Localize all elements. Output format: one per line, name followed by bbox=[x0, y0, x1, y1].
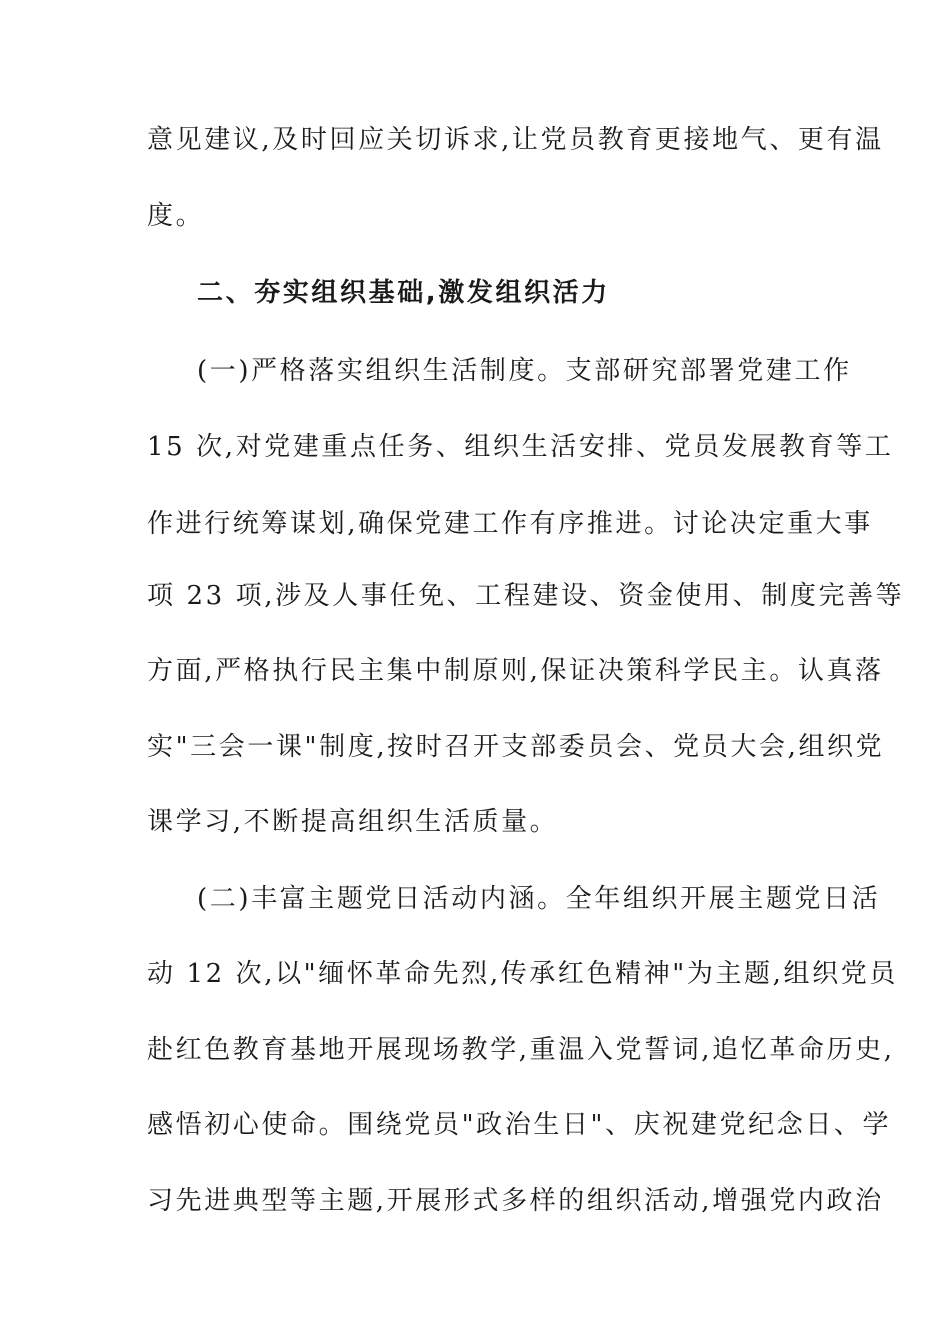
paragraph-2-line-5: 习先进典型等主题,开展形式多样的组织活动,增强党内政治 bbox=[147, 1186, 884, 1216]
paragraph-1-line-5: 方面,严格执行民主集中制原则,保证决策科学民主。认真落 bbox=[147, 656, 884, 686]
text-line-2: 度。 bbox=[147, 201, 205, 231]
paragraph-1-line-2: 15 次,对党建重点任务、组织生活安排、党员发展教育等工 bbox=[147, 432, 894, 462]
paragraph-1-line-3: 作进行统筹谋划,确保党建工作有序推进。讨论决定重大事 bbox=[147, 509, 873, 539]
text-line-1: 意见建议,及时回应关切诉求,让党员教育更接地气、更有温 bbox=[147, 125, 884, 155]
section-heading: 二、夯实组织基础,激发组织活力 bbox=[197, 278, 610, 308]
paragraph-2-line-2: 动 12 次,以"缅怀革命先烈,传承红色精神"为主题,组织党员 bbox=[147, 959, 898, 989]
paragraph-2-line-4: 感悟初心使命。围绕党员"政治生日"、庆祝建党纪念日、学 bbox=[147, 1110, 892, 1140]
paragraph-1-line-4: 项 23 项,涉及人事任免、工程建设、资金使用、制度完善等 bbox=[147, 581, 905, 611]
paragraph-2-line-1: (二)丰富主题党日活动内涵。全年组织开展主题党日活 bbox=[197, 884, 881, 914]
paragraph-1-line-7: 课学习,不断提高组织生活质量。 bbox=[147, 807, 559, 837]
paragraph-1-line-6: 实"三会一课"制度,按时召开支部委员会、党员大会,组织党 bbox=[147, 732, 885, 762]
paragraph-2-line-3: 赴红色教育基地开展现场教学,重温入党誓词,追忆革命历史, bbox=[147, 1035, 895, 1065]
paragraph-1-line-1: (一)严格落实组织生活制度。支部研究部署党建工作 bbox=[197, 356, 852, 386]
